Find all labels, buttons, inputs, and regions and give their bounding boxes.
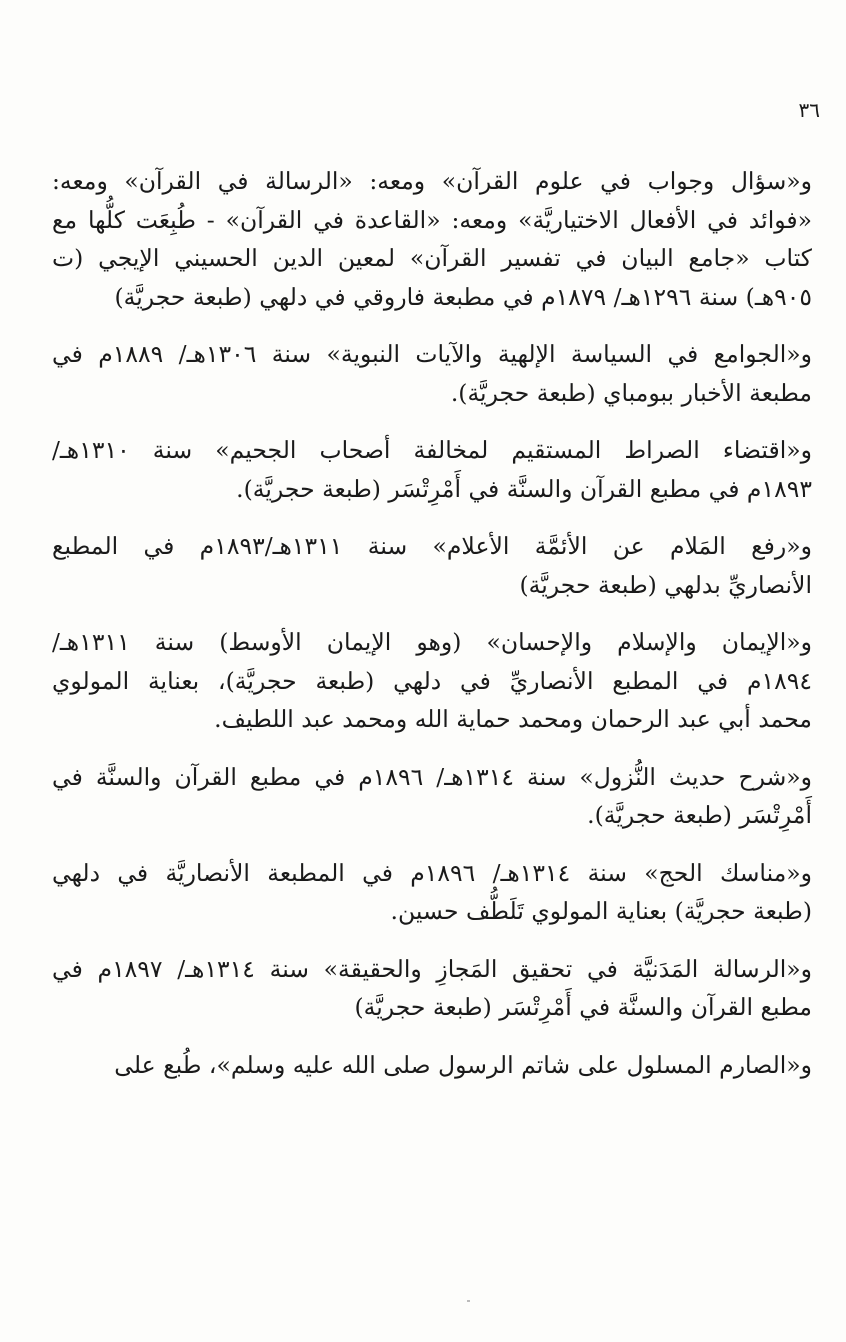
text-line: ١٨٩٤م في المطبع الأنصاريِّ في دلهي (طبعة حجريَّة)، بعناية المولوي: [52, 666, 812, 695]
bibliography-entry: [52, 758, 812, 835]
text-line: كتاب «جامع البيان في تفسير القرآن» لمعين الدين الحسيني الإيجي (ت: [52, 244, 812, 272]
text-line: محمد أبي عبد الرحمان ومحمد حماية الله ومحمد عبد اللطيف.: [214, 705, 812, 733]
bibliography-entry: [52, 1046, 812, 1085]
text-line: و«شرح حديث النُّزول» سنة ١٣١٤هـ/ ١٨٩٦م في مطبع القرآن والسنَّة في: [52, 762, 813, 791]
text-line: أَمْرِتْسَر (طبعة حجريَّة).: [587, 801, 812, 829]
text-line: (طبعة حجريَّة) بعناية المولوي تَلَطُّف حسين.: [390, 897, 812, 925]
bibliography-entry: [52, 623, 812, 739]
text-line: و«مناسك الحج» سنة ١٣١٤هـ/ ١٨٩٦م في المطبعة الأنصاريَّة في دلهي: [52, 858, 813, 887]
text-line: «فوائد في الأفعال الاختياريَّة» ومعه: «القاعدة في القرآن» - طُبِعَت كلُّها مع: [52, 205, 812, 234]
print-speck: [467, 1300, 470, 1302]
text-line: مطبع القرآن والسنَّة في أَمْرِتْسَر (طبعة حجريَّة): [354, 993, 812, 1021]
text-line: و«الإيمان والإسلام والإحسان» (وهو الإيمان الأوسط) سنة ١٣١١هـ/: [52, 628, 812, 656]
page-number: ٣٦: [798, 98, 820, 122]
text-line: و«اقتضاء الصراط المستقيم لمخالفة أصحاب الجحيم» سنة ١٣١٠هـ/: [52, 436, 812, 464]
text-line: ١٨٩٣م في مطبع القرآن والسنَّة في أَمْرِتْسَر (طبعة حجريَّة).: [236, 474, 812, 503]
bibliography-entry: [52, 854, 812, 931]
bibliography-entry: [52, 335, 812, 412]
text-line: و«الصارم المسلول على شاتم الرسول صلى الله عليه وسلم»، طُبع على: [114, 1050, 812, 1079]
text-line: ٩٠٥هـ) سنة ١٢٩٦هـ/ ١٨٧٩م في مطبعة فاروقي في دلهي (طبعة حجريَّة): [114, 282, 812, 311]
text-line: و«سؤال وجواب في علوم القرآن» ومعه: «الرسالة في القرآن» ومعه:: [52, 167, 812, 195]
text-line: مطبعة الأخبار ببومباي (طبعة حجريَّة).: [450, 378, 812, 407]
text-line: و«رفع المَلام عن الأئمَّة الأعلام» سنة ١٣١١هـ/١٨٩٣م في المطبع: [52, 532, 812, 560]
text-line: الأنصاريِّ بدلهي (طبعة حجريَّة): [519, 570, 812, 599]
text-line: و«الجوامع في السياسة الإلهية والآيات النبوية» سنة ١٣٠٦هـ/ ١٨٨٩م في: [52, 340, 812, 368]
text-line: و«الرسالة المَدَنيَّة في تحقيق المَجازِ والحقيقة» سنة ١٣١٤هـ/ ١٨٩٧م في: [52, 954, 812, 983]
bibliography-entry: [52, 527, 812, 604]
bibliography-text: [52, 162, 812, 1103]
bibliography-entry: [52, 162, 812, 316]
bibliography-entry: [52, 431, 812, 508]
bibliography-entry: [52, 950, 812, 1027]
